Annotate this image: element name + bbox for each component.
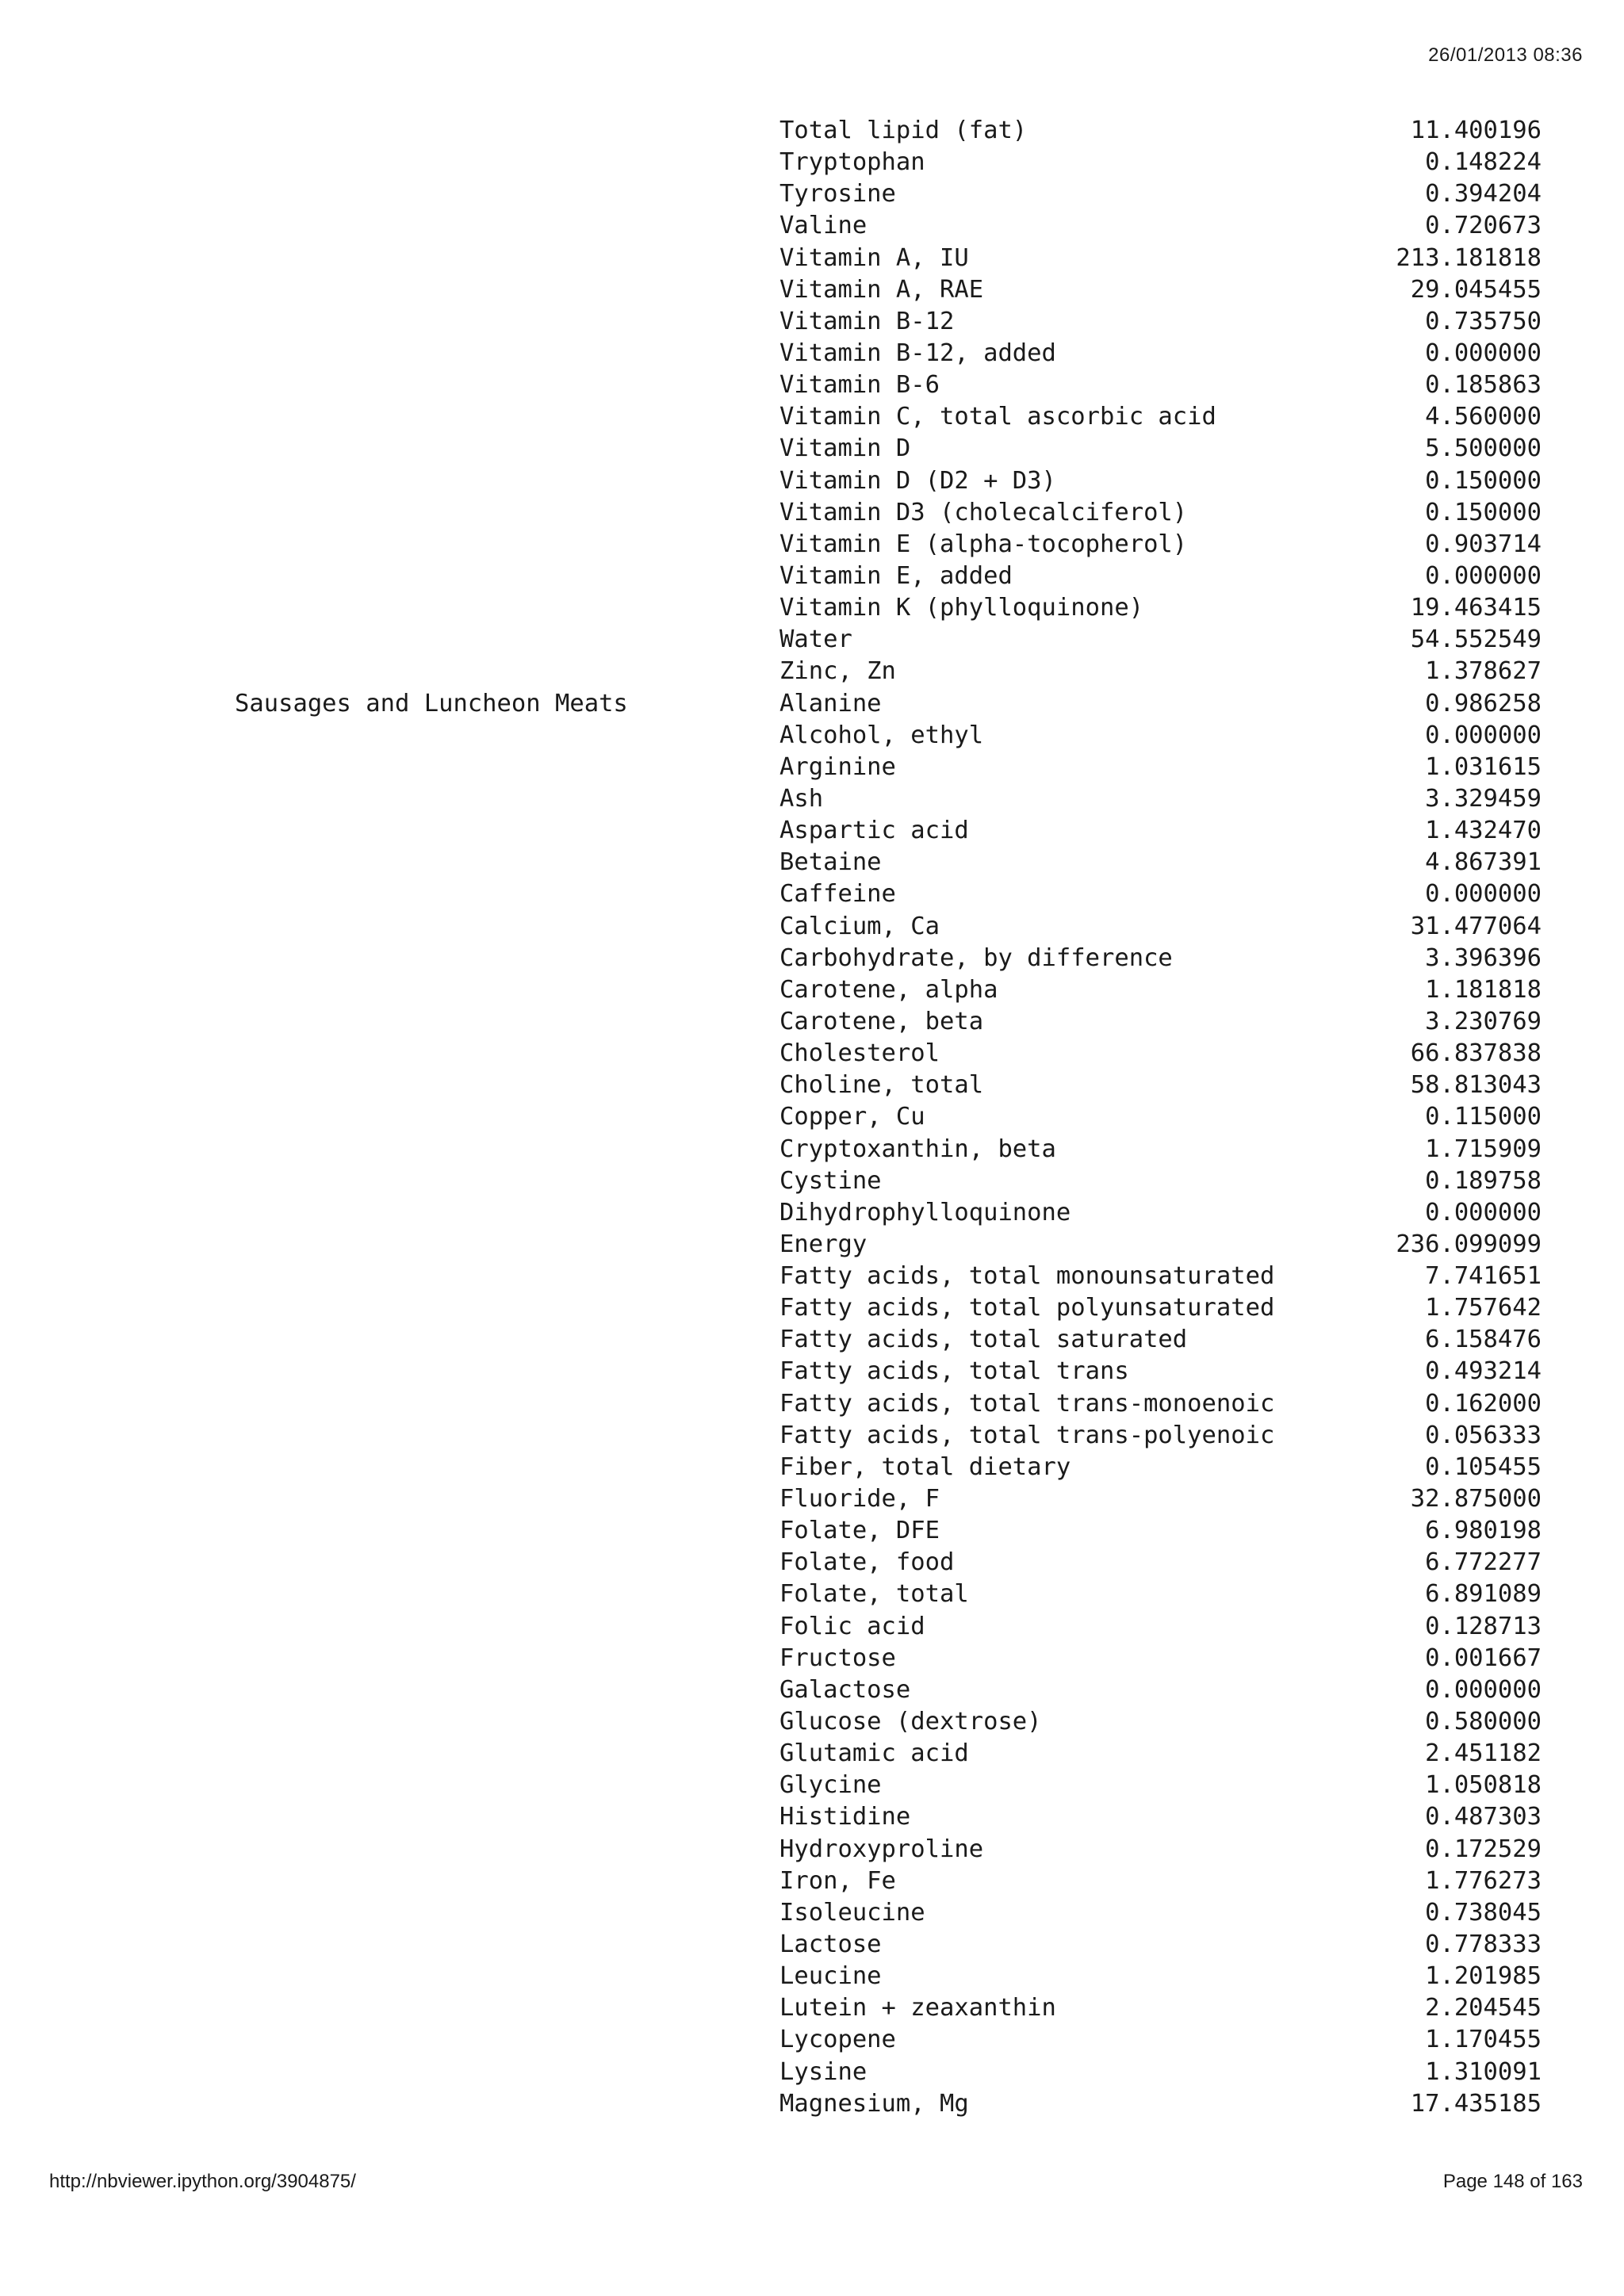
nutrient-name: Glycine [779,1771,882,1800]
table-row [0,974,1624,1006]
nutrient-value: 0.986258 [1425,689,1542,718]
nutrient-value: 6.772277 [1425,1548,1542,1577]
nutrient-value: 0.738045 [1425,1898,1542,1927]
nutrient-value: 54.552549 [1410,626,1542,654]
nutrient-name: Choline, total [779,1071,984,1100]
table-row [0,1961,1624,1992]
nutrient-value: 0.000000 [1425,339,1542,367]
nutrient-value: 0.394204 [1425,180,1542,209]
nutrient-value: 0.172529 [1425,1835,1542,1863]
nutrient-name: Fatty acids, total monounsaturated [779,1262,1275,1291]
nutrient-name: Caffeine [779,880,896,909]
nutrient-name: Vitamin A, RAE [779,275,984,304]
table-row [0,783,1624,815]
nutrient-value: 4.867391 [1425,848,1542,877]
table-row [0,147,1624,178]
nutrient-name: Histidine [779,1803,911,1831]
table-row [0,1356,1624,1387]
table-row [0,1070,1624,1101]
nutrient-name: Magnesium, Mg [779,2089,969,2118]
nutrient-value: 0.001667 [1425,1644,1542,1672]
nutrient-value: 3.329459 [1425,784,1542,813]
nutrient-value: 6.158476 [1425,1326,1542,1354]
nutrient-name: Carbohydrate, by difference [779,943,1173,972]
nutrient-name: Vitamin B-6 [779,371,940,400]
table-row [0,1134,1624,1165]
nutrient-name: Carotene, alpha [779,975,998,1004]
food-group-label: Sausages and Luncheon Meats [235,689,628,718]
nutrient-name: Betaine [779,848,882,877]
table-row [0,1643,1624,1674]
nutrient-name: Vitamin K (phylloquinone) [779,594,1144,622]
nutrient-name: Iron, Fe [779,1866,896,1895]
table-row [0,1801,1624,1833]
nutrient-name: Folate, food [779,1548,955,1577]
nutrient-name: Dihydrophylloquinone [779,1198,1071,1226]
nutrient-value: 19.463415 [1410,594,1542,622]
nutrient-value: 0.115000 [1425,1103,1542,1131]
nutrient-name: Carotene, beta [779,1007,984,1035]
table-row [0,1038,1624,1070]
nutrient-value: 7.741651 [1425,1262,1542,1291]
nutrient-name: Tryptophan [779,148,925,177]
table-row [0,1515,1624,1547]
table-row [0,1452,1624,1483]
table-row [0,529,1624,561]
table-row [0,210,1624,242]
nutrient-value: 2.204545 [1425,1994,1542,2022]
table-row [0,465,1624,497]
nutrient-name: Vitamin B-12 [779,307,955,335]
table-row [0,1547,1624,1578]
nutrient-name: Valine [779,212,868,240]
table-row [0,1101,1624,1133]
nutrient-name: Glutamic acid [779,1739,969,1768]
table-row [0,1866,1624,1897]
table-row [0,497,1624,529]
table-row [0,1324,1624,1356]
nutrient-value: 5.500000 [1425,434,1542,463]
nutrient-value: 0.000000 [1425,1198,1542,1226]
nutrient-name: Fatty acids, total polyunsaturated [779,1294,1275,1322]
nutrient-value: 0.150000 [1425,498,1542,526]
table-row [0,1992,1624,2024]
nutrient-name: Aspartic acid [779,817,969,845]
nutrient-value: 1.170455 [1425,2026,1542,2054]
nutrient-value: 17.435185 [1410,2089,1542,2118]
nutrient-value: 0.903714 [1425,530,1542,558]
table-row [0,1738,1624,1770]
table-row [0,306,1624,338]
nutrient-value: 3.230769 [1425,1007,1542,1035]
nutrient-value: 3.396396 [1425,943,1542,972]
nutrient-name: Ash [779,784,824,813]
nutrient-name: Leucine [779,1962,882,1991]
nutrient-value: 31.477064 [1410,912,1542,940]
nutrient-value: 0.000000 [1425,1675,1542,1704]
table-row [0,878,1624,910]
nutrient-name: Galactose [779,1675,911,1704]
table-row [0,338,1624,369]
nutrient-value: 0.778333 [1425,1931,1542,1959]
table-row [0,1388,1624,1420]
print-timestamp: 26/01/2013 08:36 [1428,44,1583,66]
table-row [0,624,1624,656]
table-row [0,2024,1624,2056]
nutrient-value: 32.875000 [1410,1485,1542,1513]
table-row [0,243,1624,274]
nutrient-name: Total lipid (fat) [779,117,1028,144]
nutrient-name: Vitamin A, IU [779,243,969,272]
nutrient-name: Zinc, Zn [779,657,896,686]
nutrient-name: Fatty acids, total trans-monoenoic [779,1389,1275,1418]
table-row [0,1674,1624,1706]
nutrient-name: Fluoride, F [779,1485,940,1513]
nutrient-value: 6.891089 [1425,1580,1542,1609]
nutrient-name: Vitamin D [779,434,911,463]
table-row [0,115,1624,147]
table-row [0,688,1624,720]
nutrient-value: 0.000000 [1425,561,1542,590]
nutrient-name: Cholesterol [779,1039,940,1068]
nutrient-value: 58.813043 [1410,1071,1542,1100]
nutrient-name: Folate, total [779,1580,969,1609]
table-row [0,720,1624,752]
nutrient-name: Lactose [779,1931,882,1959]
table-row [0,433,1624,465]
nutrient-value: 29.045455 [1410,275,1542,304]
nutrient-value: 1.310091 [1425,2057,1542,2086]
nutrient-value: 236.099099 [1396,1230,1542,1258]
nutrient-value: 0.735750 [1425,307,1542,335]
nutrient-name: Alanine [779,689,882,718]
table-row [0,274,1624,306]
nutrient-value: 1.432470 [1425,817,1542,845]
table-row [0,943,1624,974]
table-row [0,2088,1624,2120]
nutrient-name: Folate, DFE [779,1517,940,1545]
table-row [0,1770,1624,1801]
nutrient-value: 1.776273 [1425,1866,1542,1895]
nutrient-name: Lysine [779,2057,868,2086]
nutrient-value: 0.162000 [1425,1389,1542,1418]
nutrient-name: Energy [779,1230,868,1258]
nutrient-value: 66.837838 [1410,1039,1542,1068]
nutrient-name: Fatty acids, total trans-polyenoic [779,1421,1275,1449]
nutrient-name: Vitamin D (D2 + D3) [779,466,1056,495]
nutrient-value: 4.560000 [1425,403,1542,431]
nutrient-value: 1.757642 [1425,1294,1542,1322]
nutrient-name: Vitamin D3 (cholecalciferol) [779,498,1188,526]
nutrient-name: Fructose [779,1644,896,1672]
table-row [0,752,1624,783]
nutrient-value: 1.378627 [1425,657,1542,686]
footer-url: http://nbviewer.ipython.org/3904875/ [49,2171,356,2192]
nutrient-value: 0.150000 [1425,466,1542,495]
nutrient-name: Arginine [779,752,896,781]
table-row [0,1292,1624,1324]
nutrient-name: Fiber, total dietary [779,1452,1071,1481]
nutrient-name: Vitamin E (alpha-tocopherol) [779,530,1188,558]
table-row [0,1006,1624,1038]
table-row [0,2057,1624,2088]
table-row [0,815,1624,847]
table-row [0,1420,1624,1452]
table-row [0,1578,1624,1610]
table-row [0,1897,1624,1929]
nutrient-name: Fatty acids, total trans [779,1357,1129,1386]
table-row [0,1261,1624,1292]
page-number: Page 148 of 163 [1442,2171,1583,2192]
nutrient-value: 0.580000 [1425,1708,1542,1736]
table-row [0,1611,1624,1643]
nutrient-value: 1.715909 [1425,1135,1542,1163]
nutrient-value: 0.185863 [1425,371,1542,400]
table-row [0,401,1624,433]
nutrient-value: 0.105455 [1425,1452,1542,1481]
nutrient-value: 213.181818 [1396,243,1542,272]
nutrient-value: 0.128713 [1425,1612,1542,1640]
table-row [0,1197,1624,1229]
table-row [0,178,1624,210]
table-row [0,1165,1624,1197]
nutrient-value: 0.189758 [1425,1166,1542,1195]
table-row [0,911,1624,943]
nutrient-value: 0.056333 [1425,1421,1542,1449]
table-row [0,1483,1624,1515]
table-row [0,561,1624,592]
table-row [0,1834,1624,1866]
nutrient-name: Glucose (dextrose) [779,1708,1042,1736]
nutrient-value: 0.487303 [1425,1803,1542,1831]
nutrient-name: Fatty acids, total saturated [779,1326,1188,1354]
nutrient-name: Lutein + zeaxanthin [779,1994,1056,2022]
nutrient-value: 0.493214 [1425,1357,1542,1386]
nutrient-value: 0.000000 [1425,880,1542,909]
nutrient-name: Copper, Cu [779,1103,925,1131]
nutrient-name: Tyrosine [779,180,896,209]
table-row [0,656,1624,687]
nutrient-name: Cystine [779,1166,882,1195]
nutrient-value: 0.000000 [1425,721,1542,749]
nutrient-table [0,115,1624,2120]
nutrient-value: 2.451182 [1425,1739,1542,1768]
nutrient-name: Lycopene [779,2026,896,2054]
nutrient-value: 11.400196 [1410,117,1542,144]
nutrient-value: 1.201985 [1425,1962,1542,1991]
nutrient-value: 0.720673 [1425,212,1542,240]
table-row [0,1706,1624,1738]
nutrient-name: Water [779,626,852,654]
nutrient-name: Alcohol, ethyl [779,721,984,749]
table-row [0,369,1624,401]
nutrient-name: Hydroxyproline [779,1835,984,1863]
nutrient-name: Vitamin C, total ascorbic acid [779,403,1216,431]
nutrient-name: Folic acid [779,1612,925,1640]
nutrient-value: 1.050818 [1425,1771,1542,1800]
nutrient-value: 1.181818 [1425,975,1542,1004]
nutrient-name: Cryptoxanthin, beta [779,1135,1056,1163]
nutrient-value: 1.031615 [1425,752,1542,781]
table-row [0,1929,1624,1961]
nutrient-name: Vitamin B-12, added [779,339,1056,367]
nutrient-name: Isoleucine [779,1898,925,1927]
nutrient-value: 0.148224 [1425,148,1542,177]
table-row [0,1229,1624,1261]
nutrient-value: 6.980198 [1425,1517,1542,1545]
table-row [0,592,1624,624]
nutrient-name: Calcium, Ca [779,912,940,940]
table-row [0,847,1624,878]
nutrient-name: Vitamin E, added [779,561,1013,590]
